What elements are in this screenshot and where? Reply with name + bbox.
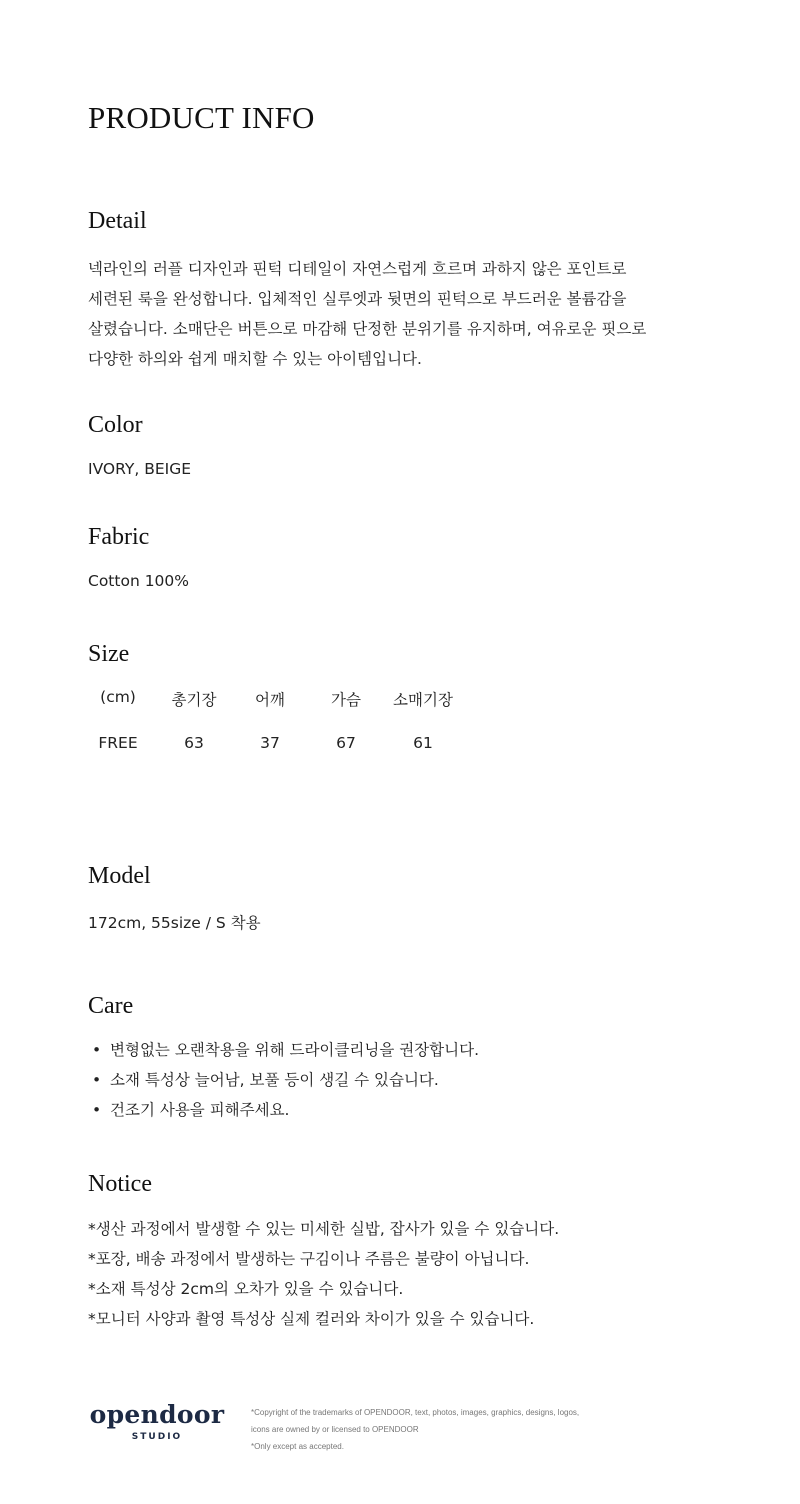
care-item-text: 건조기 사용을 피해주세요.	[110, 1101, 290, 1119]
detail-heading: Detail	[88, 208, 147, 234]
detail-line: 살렸습니다. 소매단은 버튼으로 마감해 단정한 분위기를 유지하며, 여유로운 핏으로	[88, 320, 647, 338]
size-data-cell: FREE	[98, 734, 138, 752]
size-header-cell: 소매기장	[393, 691, 453, 709]
fabric-heading: Fabric	[88, 524, 150, 550]
size-header-row	[80, 688, 500, 734]
detail-line: 넥라인의 러플 디자인과 핀턱 디테일이 자연스럽게 흐르며 과하지 않은 포인트로	[88, 260, 627, 278]
size-heading: Size	[88, 641, 130, 667]
copyright-line: *Only except as accepted.	[251, 1442, 344, 1451]
bullet-icon: •	[92, 1101, 102, 1119]
page-title: PRODUCT INFO	[88, 100, 315, 135]
size-table	[80, 688, 500, 780]
model-heading: Model	[88, 863, 151, 889]
size-header-cell: 가슴	[331, 691, 361, 709]
detail-text	[88, 254, 728, 374]
color-value: IVORY, BEIGE	[88, 460, 192, 478]
copyright-line: *Copyright of the trademarks of OPENDOOR, text, photos, images, graphics, designs, logos,	[251, 1408, 580, 1417]
list-item	[88, 1095, 479, 1125]
detail-line: 세련된 룩을 완성합니다. 입체적인 실루엣과 뒷면의 핀턱으로 부드러운 볼륨감을	[88, 290, 627, 308]
list-item	[88, 1065, 479, 1095]
model-value: 172cm, 55size / S 착용	[88, 914, 261, 932]
logo-subtitle: STUDIO	[131, 1432, 183, 1442]
size-data-row	[80, 734, 500, 780]
size-header-cell: 어깨	[255, 691, 285, 709]
care-list	[88, 1035, 479, 1125]
logo-wordmark: opendoor	[89, 1400, 225, 1429]
size-header-cell: 총기장	[171, 691, 217, 709]
size-header-cell: (cm)	[100, 688, 136, 706]
size-data-cell: 37	[260, 734, 280, 752]
notice-list	[88, 1214, 559, 1334]
notice-item: *포장, 배송 과정에서 발생하는 구김이나 주름은 불량이 아닙니다.	[88, 1250, 530, 1268]
brand-logo	[84, 1400, 230, 1442]
bullet-icon: •	[92, 1071, 102, 1089]
size-data-cell: 61	[413, 734, 433, 752]
notice-item: *모니터 사양과 촬영 특성상 실제 컬러와 차이가 있을 수 있습니다.	[88, 1310, 535, 1328]
fabric-value: Cotton 100%	[88, 572, 190, 590]
color-heading: Color	[88, 412, 143, 438]
size-data-cell: 63	[184, 734, 204, 752]
copyright-notice	[251, 1404, 579, 1455]
care-heading: Care	[88, 993, 134, 1019]
care-item-text: 변형없는 오랜착용을 위해 드라이클리닝을 권장합니다.	[110, 1041, 480, 1059]
notice-item: *소재 특성상 2cm의 오차가 있을 수 있습니다.	[88, 1280, 404, 1298]
bullet-icon: •	[92, 1041, 102, 1059]
list-item	[88, 1035, 479, 1065]
size-data-cell: 67	[336, 734, 356, 752]
care-item-text: 소재 특성상 늘어남, 보풀 등이 생길 수 있습니다.	[110, 1071, 439, 1089]
notice-heading: Notice	[88, 1171, 152, 1197]
notice-item: *생산 과정에서 발생할 수 있는 미세한 실밥, 잡사가 있을 수 있습니다.	[88, 1220, 560, 1238]
copyright-line: icons are owned by or licensed to OPENDOOR	[251, 1425, 419, 1434]
detail-line: 다양한 하의와 쉽게 매치할 수 있는 아이템입니다.	[88, 350, 422, 368]
